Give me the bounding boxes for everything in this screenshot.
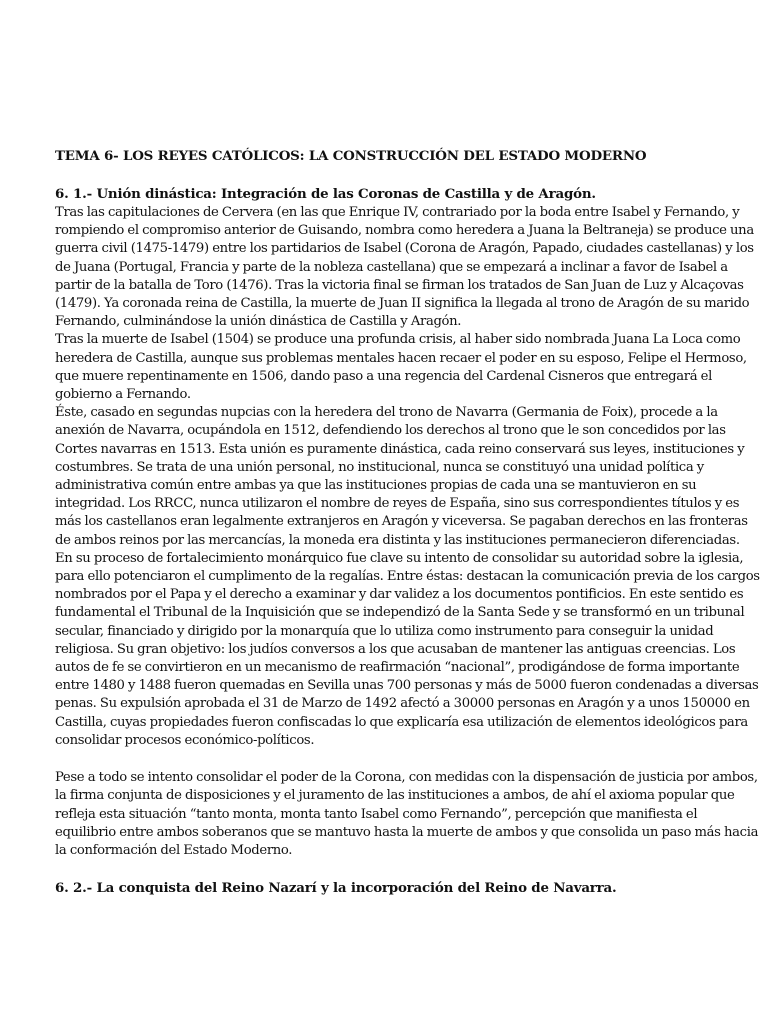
document-title: TEMA 6- LOS REYES CATÓLICOS: LA CONSTRUCCIÓN DEL ESTADO MODERNO <box>55 148 647 164</box>
paragraph-navarra-annexation: Éste, casado en segundas nupcias con la heredera del trono de Navarra (Germania de Foix), procede a la anexión de Navarra, ocupándola en 1512, defendiendo los derechos al trono que le son concedidos por las Cortes navarras en 1513. Esta unión es puramente dinástica, cada reino conservará sus leyes, instituciones y costumbres. Se trata de una unión personal, no institucional, nunca se constituyó una unidad política y administrativa común entre ambas ya que las instituciones propias de cada una se mantuvieron en su integridad. Los RRCC, nunca utilizaron el nombre de reyes de España, sino sus correspondientes títulos y es más los castellanos eran legalmente extranjeros en Aragón y viceversa. Se pagaban derechos en las fronteras de ambos reinos por las mercancías, la moneda era distinta y las instituciones permanecieron diferenciadas. <box>55 405 748 548</box>
paragraph-tanto-monta: Pese a todo se intento consolidar el poder de la Corona, con medidas con la dispensación de justicia por ambos, la firma conjunta de disposiciones y el juramento de las instituciones a ambos, de ahí el axioma popular que refleja esta situación “tanto monta, monta tanto Isabel como Fernando”, percepción que manifiesta el equilibrio entre ambos soberanos que se mantuvo hasta la muerte de ambos y que consolida un paso más hacia la conformación del Estado Moderno. <box>55 770 759 858</box>
paragraph-civil-war: Tras las capitulaciones de Cervera (en las que Enrique IV, contrariado por la boda entre Isabel y Fernando, y rompiendo el compromiso anterior de Guisando, nombra como heredera a Juana la Beltraneja) se produce una guerra civil (1475-1479) entre los partidarios de Isabel (Corona de Aragón, Papado, ciudades castellanas) y los de Juana (Portugal, Francia y parte de la nobleza castellana) que se empezará a inclinar a favor de Isabel a partir de la batalla de Toro (1476). Tras la victoria final se firman los tratados de San Juan de Luz y Alcaçovas (1479). Ya coronada reina de Castilla, la muerte de Juan II significa la llegada al trono de Aragón de su marido Fernando, culminándose la unión dinástica de Castilla y Aragón. <box>55 205 754 330</box>
paragraph-spacer <box>55 750 761 769</box>
document-page <box>55 146 761 898</box>
section-2-heading: 6. 2.- La conquista del Reino Nazarí y la incorporación del Reino de Navarra. <box>55 880 617 897</box>
section-1-heading: 6. 1.- Unión dinástica: Integración de las Coronas de Castilla y de Aragón. <box>55 186 596 202</box>
paragraph-inquisition: En su proceso de fortalecimiento monárquico fue clave su intento de consolidar su autoridad sobre la iglesia, para ello potenciaron el cumplimento de la regalías. Entre éstas: destacan la comunicación previa de los cargos nombrados por el Papa y el derecho a examinar y dar validez a los documentos pontificios. En este sentido es fundamental el Tribunal de la Inquisición que se independizó de la Santa Sede y se transformó en un tribunal secular, financiado y dirigido por la monarquía que lo utiliza como instrumento para conseguir la unidad religiosa. Su gran objetivo: los judíos conversos a los que acusaban de mantener las antiguas creencias. Los autos de fe se convirtieron en un mecanismo de reafirmación “nacional”, prodigándose de forma importante entre 1480 y 1488 fueron quemadas en Sevilla unas 700 personas y más de 5000 fueron condenadas a diversas penas. Su expulsión aprobada el 31 de Marzo de 1492 afectó a 30000 personas en Aragón y a unos 150000 en Castilla, cuyas propiedades fueron confiscadas lo que explicaría esa utilización de elementos ideológicos para consolidar procesos económico-políticos. <box>55 550 760 748</box>
paragraph-isabel-death: Tras la muerte de Isabel (1504) se produce una profunda crisis, al haber sido nombrada Juana La Loca como heredera de Castilla, aunque sus problemas mentales hacen recaer el poder en su esposo, Felipe el Hermoso, que muere repentinamente en 1506, dando paso a una regencia del Cardenal Cisneros que entregará el gobierno a Fernando. <box>55 332 747 403</box>
